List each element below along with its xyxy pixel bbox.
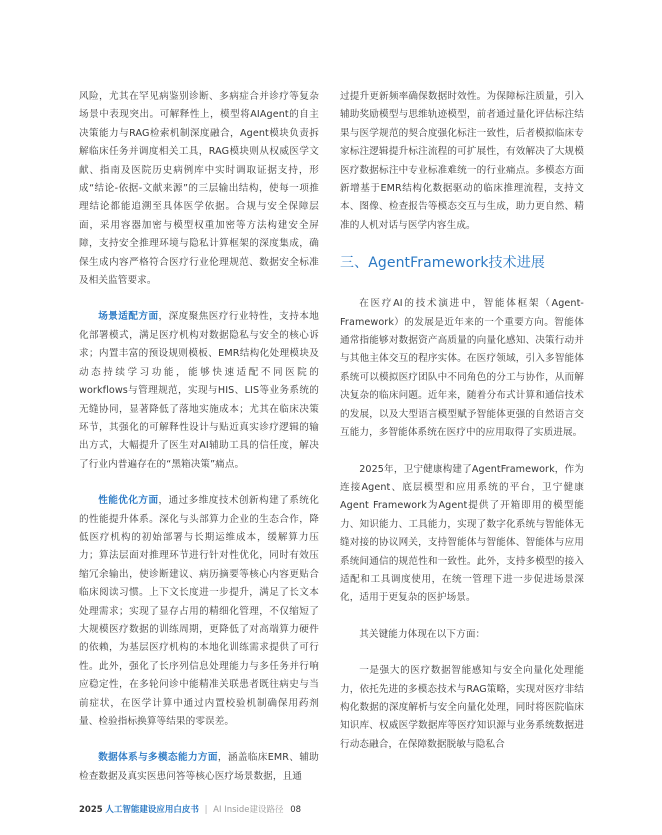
right-paragraph-4: 其关键能力体现在以下方面： <box>359 628 486 640</box>
right-column <box>340 88 584 772</box>
left-paragraph-scene-adaptation <box>79 308 319 474</box>
left-paragraph-performance <box>79 492 319 731</box>
right-paragraph-5: 一是强大的医疗数据智能感知与安全向量化处理能力，依托先进的多模态技术与RAG策略，实现对医疗非结构化数据的深度解析与安全向量化处理，同时将医院临床知识库、权威医学数据库等医疗知识源与业务系统数据进行动态融合，在保障数据脱敏与隐私合 <box>340 665 584 750</box>
footer-title: 人工智能建设应用白皮书 <box>105 805 199 815</box>
right-paragraph-2: 在医疗AI的技术演进中，智能体框架（Agent-Framework）的发展是近年来的一个重要方向。智能体通常指能够对数据资产高质量的向量化感知、决策行动并与其他主体交互的程序实体。在医疗领域，引入多智能体系统可以模拟医疗团队中不同角色的分工与协作，从而解决复杂的临床问题。近年来，随着分布式计算和通信技术的发展，以及大型语言模型赋予智能体更强的自然语言交互能力，多智能体系统在医疗中的应用取得了实质进展。 <box>340 298 584 439</box>
footer-separator: | <box>204 805 208 815</box>
section-heading: 三、AgentFramework技术进展 <box>340 255 545 272</box>
page-footer <box>79 803 301 815</box>
scene-adaptation-title: 场景适配方面 <box>98 311 159 323</box>
left-column <box>79 88 319 804</box>
data-system-body: ，涵盖临床EMR、辅助检查数据及真实医患问答等核心医疗场景数据，且通 <box>79 752 319 782</box>
footer-subtitle: AI Inside建设路径 <box>213 805 284 815</box>
footer-year: 2025 <box>79 805 103 815</box>
left-paragraph-1: 风险，尤其在罕见病鉴别诊断、多病症合并诊疗等复杂场景中表现突出。可解释性上，模型将AIAgent的自主决策能力与RAG检索机制深度融合，Agent模块负责拆解临床任务并调度相关工具，RAG模块则从权威医学文献、指南及医院历史病例库中实时调取证据支持，形成“结论-依据-文献来源”的三层输出结构，使每一项推理结论都能追溯至具体医学依据。合规与安全保障层面，采用容器加密与模型权重加密等方法构建安全屏障，支持安全推理环境与隐私计算框架的深度集成，确保生成内容严格符合医疗行业伦理规范、数据安全标准及相关监管要求。 <box>79 91 319 287</box>
performance-body: ，通过多维度技术创新构建了系统化的性能提升体系。深化与头部算力企业的生态合作，降低医疗机构的初始部署与长期运维成本，缓解算力压力；算法层面对推理环节进行针对性优化，同时有效压缩冗余输出，使诊断建议、病历摘要等核心内容更贴合临床阅读习惯。上下文长度进一步提升，满足了长文本处理需求；实现了显存占用的精细化管理，不仅缩短了大规模医疗数据的训练周期，更降低了对高端算力硬件的依赖，为基层医疗机构的本地化训练需求提供了可行性。此外，强化了长序列信息处理能力与多任务并行响应稳定性，在多轮问诊中能精准关联患者既往病史与当前症状，在医学计算中通过内置校验机制确保用药剂量、检验指标换算等结果的零误差。 <box>79 495 319 727</box>
performance-title: 性能优化方面 <box>98 495 159 507</box>
left-paragraph-data-system <box>79 749 319 786</box>
data-system-title: 数据体系与多模态能力方面 <box>98 752 218 764</box>
page-number: 08 <box>290 805 302 815</box>
right-paragraph-1: 过提升更新频率确保数据时效性。为保障标注质量，引入辅助奖励模型与思维轨迹模型，前者通过量化评估标注结果与医学规范的契合度强化标注一致性，后者模拟临床专家标注逻辑提升标注流程的可扩展性，有效解决了大规模医疗数据标注中专业标准难统一的行业痛点。多模态方面新增基于EMR结构化数据驱动的临床推理流程，支持文本、图像、检查报告等模态交互与生成，助力更自然、精准的人机对话与医学内容生成。 <box>340 91 584 231</box>
right-paragraph-3: 2025年，卫宁健康构建了AgentFramework，作为连接Agent、底层模型和应用系统的平台，卫宁健康Agent Framework为Agent提供了开箱即用的模型能力、知识能力、工具能力，实现了数字化系统与智能体无缝对接的协议网关，支持智能体与智能体、智能体与应用系统间通信的规范性和一致性。此外，支持多模型的接入适配和工具调度使用，在统一管理下进一步促进场景深化，适用于更复杂的医护场景。 <box>340 463 584 604</box>
scene-adaptation-body: ，深度聚焦医疗行业特性，支持本地化部署模式，满足医疗机构对数据隐私与安全的核心诉求；内置丰富的预设规则模板、EMR结构化处理模块及动态持续学习功能，能够快速适配不同医院的workflows与管理规范，实现与HIS、LIS等业务系统的无缝协同，显著降低了落地实施成本；尤其在临床决策环节，其强化的可解释性设计与贴近真实诊疗逻辑的输出方式，大幅提升了医生对AI辅助工具的信任度，解决了行业内普遍存在的“黑箱决策”痛点。 <box>79 311 319 470</box>
